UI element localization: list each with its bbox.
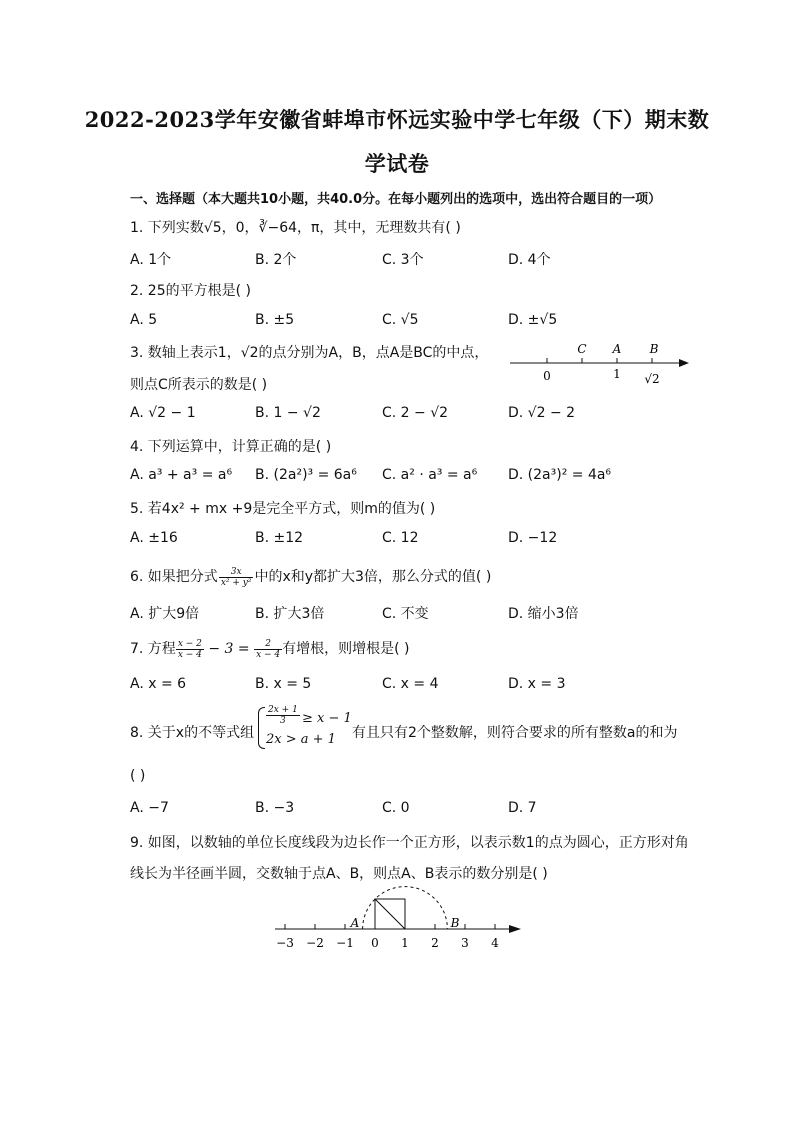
q6-option-c: C. 不变 [382, 606, 429, 622]
question-9-stem-line2: 线长为半径画半圆，交数轴于点A、B，则点A、B表示的数分别是( ) [130, 866, 548, 882]
q8-line2: 2x > a + 1 [266, 732, 336, 747]
q7-fraction-right-denominator: x − 4 [256, 649, 281, 660]
q4-option-a: A. a³ + a³ = a⁶ [130, 467, 233, 483]
q6-fraction-denominator: x² + y² [220, 577, 252, 588]
q9-tick-neg3: −3 [276, 936, 294, 950]
q5-option-c: C. 12 [382, 530, 419, 546]
q5-option-b: B. ±12 [255, 530, 304, 546]
q3-label-a: A [612, 342, 622, 356]
q7-option-b: B. x = 5 [255, 676, 312, 692]
question-1-stem: 1. 下列实数√5，0，∛−64，π，其中，无理数共有( ) [130, 220, 461, 236]
q7-stem-suffix: 有增根，则增根是( ) [282, 641, 410, 657]
q8-line1-fraction [266, 705, 300, 726]
exam-title-line1: 2022-2023学年安徽省蚌埠市怀远实验中学七年级（下）期末数 [84, 107, 710, 132]
q7-option-a: A. x = 6 [130, 676, 187, 692]
q4-option-c: C. a² · a³ = a⁶ [382, 467, 478, 483]
q3-label-c: C [577, 342, 587, 356]
q8-option-d: D. 7 [508, 800, 537, 816]
q2-option-c: C. √5 [382, 312, 419, 328]
q3-label-b: B [649, 342, 659, 356]
q8-line1-numerator: 2x + 1 [268, 705, 298, 715]
q9-tick-1: 1 [401, 936, 409, 950]
q8-line1-denominator: 3 [280, 716, 286, 726]
q3-option-b: B. 1 − √2 [255, 405, 321, 421]
q6-fraction [219, 567, 254, 588]
q5-option-d: D. −12 [508, 530, 558, 546]
question-8-stem-suffix: 有且只有2个整数解，则符合要求的所有整数a的和为 [352, 725, 678, 741]
q3-tick-sqrt2: √2 [644, 372, 660, 386]
q2-option-d: D. ±√5 [508, 312, 558, 328]
q6-stem-prefix: 6. 如果把分式 [130, 569, 218, 585]
q9-tick-3: 3 [461, 936, 469, 950]
q3-number-line-figure [505, 338, 695, 388]
q9-tick-neg2: −2 [306, 936, 324, 950]
q7-stem-prefix: 7. 方程 [130, 641, 176, 657]
q7-option-c: C. x = 4 [382, 676, 439, 692]
q9-number-line-figure [265, 885, 530, 960]
q7-fraction-right [254, 639, 282, 660]
q6-option-d: D. 缩小3倍 [508, 606, 579, 622]
q8-option-a: A. −7 [130, 800, 169, 816]
q4-option-b: B. (2a²)³ = 6a⁶ [255, 467, 357, 483]
question-2-stem: 2. 25的平方根是( ) [130, 283, 251, 299]
question-8-stem-prefix: 8. 关于x的不等式组 [130, 725, 255, 741]
q8-option-b: B. −3 [255, 800, 295, 816]
q1-option-b: B. 2个 [255, 252, 297, 268]
q9-tick-4: 4 [491, 936, 499, 950]
q4-option-d: D. (2a³)² = 4a⁶ [508, 467, 612, 483]
q3-option-d: D. √2 − 2 [508, 405, 576, 421]
q9-tick-neg1: −1 [336, 936, 354, 950]
q2-option-a: A. 5 [130, 312, 158, 328]
q3-option-a: A. √2 − 1 [130, 405, 196, 421]
q9-label-b: B [450, 916, 460, 930]
q3-tick-0: 0 [543, 369, 551, 383]
q1-option-d: D. 4个 [508, 252, 551, 268]
q3-tick-1: 1 [613, 367, 621, 381]
exam-title-line2: 学试卷 [364, 151, 430, 176]
question-5-stem: 5. 若4x² + mx +9是完全平方式，则m的值为( ) [130, 501, 436, 517]
q6-fraction-numerator: 3x [219, 567, 254, 578]
q7-fraction-left-numerator: x − 2 [177, 638, 202, 649]
q6-option-a: A. 扩大9倍 [130, 606, 200, 622]
q7-fraction-left [176, 639, 204, 660]
question-7-stem [130, 638, 410, 660]
q3-option-c: C. 2 − √2 [382, 405, 449, 421]
question-3-stem-line2: 则点C所表示的数是( ) [130, 377, 268, 393]
question-9-stem: 9. 如图，以数轴的单位长度线段为边长作一个正方形，以表示数1的点为圆心，正方形对角 [130, 835, 689, 851]
q7-option-d: D. x = 3 [508, 676, 566, 692]
q1-option-c: C. 3个 [382, 252, 424, 268]
q5-option-a: A. ±16 [130, 530, 178, 546]
q8-brace [258, 707, 265, 749]
q8-option-c: C. 0 [382, 800, 410, 816]
q9-label-a: A [350, 916, 360, 930]
q6-stem-suffix: 中的x和y都扩大3倍，那么分式的值( ) [254, 569, 492, 585]
q9-tick-2: 2 [431, 936, 439, 950]
q7-fraction-left-denominator: x − 4 [177, 649, 202, 660]
q1-option-a: A. 1个 [130, 252, 172, 268]
question-4-stem: 4. 下列运算中，计算正确的是( ) [130, 439, 332, 455]
q6-option-b: B. 扩大3倍 [255, 606, 325, 622]
question-6-stem [130, 566, 491, 588]
q8-line1-rest: ≥ x − 1 [302, 711, 352, 726]
q8-inequality-system [258, 705, 354, 751]
question-8-stem-line2: ( ) [130, 768, 146, 784]
q7-equation-middle: − 3 = [203, 641, 255, 657]
q9-tick-0: 0 [371, 936, 379, 950]
q2-option-b: B. ±5 [255, 312, 295, 328]
question-3-stem: 3. 数轴上表示1，√2的点分别为A，B，点A是BC的中点， [130, 345, 489, 361]
q7-fraction-right-numerator: 2 [254, 639, 282, 650]
section-heading: 一、选择题（本大题共10小题，共40.0分。在每小题列出的选项中，选出符合题目的一项） [130, 192, 662, 207]
